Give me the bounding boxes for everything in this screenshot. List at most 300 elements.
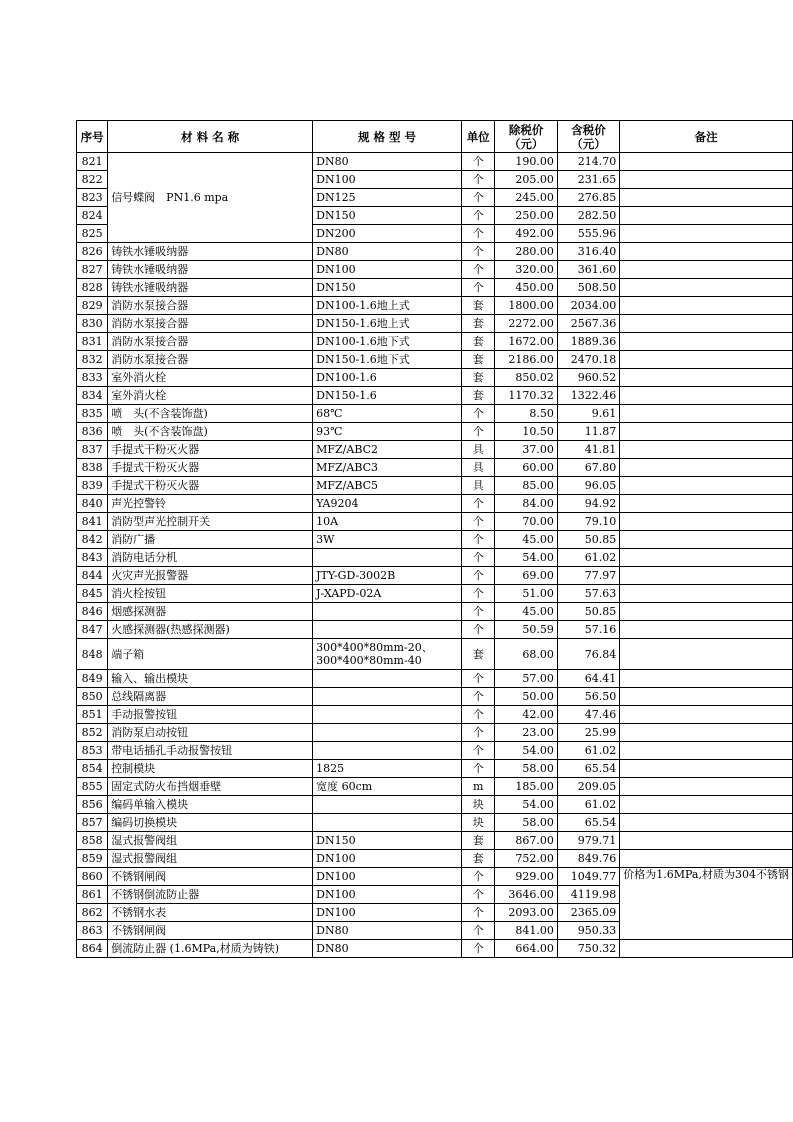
header-no: 序号: [77, 121, 108, 153]
note: [620, 742, 793, 760]
price-incl-tax: 61.02: [557, 549, 619, 567]
note: [620, 495, 793, 513]
spec-model: DN100: [313, 850, 462, 868]
row-number: 829: [77, 297, 108, 315]
row-number: 858: [77, 832, 108, 850]
unit: 个: [461, 261, 495, 279]
unit: 个: [461, 940, 495, 958]
spec-model: [313, 814, 462, 832]
material-name: 不锈钢水表: [108, 904, 313, 922]
spec-model: DN150: [313, 279, 462, 297]
row-number: 851: [77, 706, 108, 724]
note: [620, 621, 793, 639]
price-incl-tax: 61.02: [557, 796, 619, 814]
table-row: [77, 585, 793, 603]
material-name: 不锈钢闸阀: [108, 868, 313, 886]
table-row: [77, 333, 793, 351]
table-row: [77, 688, 793, 706]
table-row: [77, 742, 793, 760]
spec-model: 10A: [313, 513, 462, 531]
unit: 套: [461, 369, 495, 387]
note-merged: 价格为1.6MPa,材质为304不锈钢: [620, 868, 793, 940]
price-excl-tax: 2272.00: [495, 315, 557, 333]
price-excl-tax: 664.00: [495, 940, 557, 958]
note: [620, 315, 793, 333]
note: [620, 760, 793, 778]
row-number: 841: [77, 513, 108, 531]
row-number: 822: [77, 171, 108, 189]
row-number: 847: [77, 621, 108, 639]
spec-model: DN150: [313, 207, 462, 225]
row-number: 835: [77, 405, 108, 423]
table-row: [77, 760, 793, 778]
note: [620, 850, 793, 868]
row-number: 860: [77, 868, 108, 886]
material-name: 不锈钢闸阀: [108, 922, 313, 940]
unit: 个: [461, 189, 495, 207]
spec-model: 3W: [313, 531, 462, 549]
table-row: [77, 459, 793, 477]
spec-model: DN80: [313, 922, 462, 940]
row-number: 861: [77, 886, 108, 904]
spec-model: [313, 639, 462, 670]
material-name: 消防水泵接合器: [108, 351, 313, 369]
price-incl-tax: 276.85: [557, 189, 619, 207]
note: [620, 171, 793, 189]
spec-model: MFZ/ABC2: [313, 441, 462, 459]
material-name: 室外消火栓: [108, 387, 313, 405]
price-excl-tax: 54.00: [495, 742, 557, 760]
table-row: [77, 639, 793, 670]
note: [620, 207, 793, 225]
spec-model: DN80: [313, 243, 462, 261]
spec-line-2: 300*400*80mm-40: [316, 654, 422, 667]
unit: 套: [461, 315, 495, 333]
note: [620, 189, 793, 207]
note: [620, 549, 793, 567]
unit: 套: [461, 639, 495, 670]
price-incl-tax: 209.05: [557, 778, 619, 796]
material-name: 手动报警按钮: [108, 706, 313, 724]
spec-model: DN150-1.6地下式: [313, 351, 462, 369]
spec-model: YA9204: [313, 495, 462, 513]
spec-line-1: 300*400*80mm-20、: [316, 641, 433, 654]
note: [620, 333, 793, 351]
price-excl-tax: 45.00: [495, 531, 557, 549]
unit: 套: [461, 850, 495, 868]
price-excl-tax: 1170.32: [495, 387, 557, 405]
row-number: 826: [77, 243, 108, 261]
unit: 个: [461, 225, 495, 243]
row-number: 832: [77, 351, 108, 369]
unit: 个: [461, 531, 495, 549]
table-row: [77, 477, 793, 495]
price-incl-tax: 64.41: [557, 670, 619, 688]
spec-model: DN80: [313, 153, 462, 171]
spec-model: [313, 724, 462, 742]
table-row: [77, 796, 793, 814]
price-incl-tax: 65.54: [557, 760, 619, 778]
header-spec: 规 格 型 号: [313, 121, 462, 153]
note: [620, 243, 793, 261]
price-excl-tax: 752.00: [495, 850, 557, 868]
material-name: 带电话插孔手动报警按钮: [108, 742, 313, 760]
price-excl-tax: 50.59: [495, 621, 557, 639]
spec-model: [313, 706, 462, 724]
material-name: 声光控警铃: [108, 495, 313, 513]
spec-model: DN100: [313, 261, 462, 279]
price-incl-tax: 750.32: [557, 940, 619, 958]
price-excl-tax: 450.00: [495, 279, 557, 297]
unit: 套: [461, 333, 495, 351]
note: [620, 405, 793, 423]
price-incl-tax: 96.05: [557, 477, 619, 495]
price-incl-tax: 50.85: [557, 531, 619, 549]
material-name: 消防水泵接合器: [108, 333, 313, 351]
table-row: [77, 441, 793, 459]
note: [620, 351, 793, 369]
row-number: 844: [77, 567, 108, 585]
price-excl-tax: 23.00: [495, 724, 557, 742]
table-row: [77, 315, 793, 333]
table-row: [77, 778, 793, 796]
price-excl-tax: 10.50: [495, 423, 557, 441]
unit: 个: [461, 706, 495, 724]
unit: 块: [461, 814, 495, 832]
material-name: 信号蝶阀 PN1.6 mpa: [108, 153, 313, 243]
unit: 个: [461, 585, 495, 603]
spec-model: DN100: [313, 868, 462, 886]
price-excl-tax: 190.00: [495, 153, 557, 171]
price-excl-tax: 8.50: [495, 405, 557, 423]
table-row: [77, 279, 793, 297]
price-incl-tax: 1049.77: [557, 868, 619, 886]
price-excl-tax: 841.00: [495, 922, 557, 940]
price-incl-tax: 316.40: [557, 243, 619, 261]
price-excl-tax: 205.00: [495, 171, 557, 189]
price-incl-tax: 56.50: [557, 688, 619, 706]
unit: 个: [461, 603, 495, 621]
header-name: 材 料 名 称: [108, 121, 313, 153]
row-number: 850: [77, 688, 108, 706]
note: [620, 639, 793, 670]
material-name: 火感探测器(热感探测器): [108, 621, 313, 639]
unit: 个: [461, 567, 495, 585]
table-row: [77, 549, 793, 567]
unit: 个: [461, 886, 495, 904]
note: [620, 459, 793, 477]
price-excl-tax: 929.00: [495, 868, 557, 886]
price-incl-tax: 849.76: [557, 850, 619, 868]
price-excl-tax: 84.00: [495, 495, 557, 513]
price-incl-tax: 1322.46: [557, 387, 619, 405]
price-excl-tax: 69.00: [495, 567, 557, 585]
unit: 个: [461, 207, 495, 225]
price-incl-tax: 555.96: [557, 225, 619, 243]
spec-model: 1825: [313, 760, 462, 778]
price-incl-tax: 67.80: [557, 459, 619, 477]
price-incl-tax: 950.33: [557, 922, 619, 940]
table-row: [77, 832, 793, 850]
price-excl-tax: 867.00: [495, 832, 557, 850]
unit: 具: [461, 477, 495, 495]
note: [620, 706, 793, 724]
row-number: 827: [77, 261, 108, 279]
price-excl-tax: 58.00: [495, 760, 557, 778]
material-name: 控制模块: [108, 760, 313, 778]
price-excl-tax: 2093.00: [495, 904, 557, 922]
spec-model: [313, 688, 462, 706]
spec-model: [313, 742, 462, 760]
material-name: 火灾声光报警器: [108, 567, 313, 585]
table-row: [77, 940, 793, 958]
price-excl-tax: 280.00: [495, 243, 557, 261]
price-incl-tax: 25.99: [557, 724, 619, 742]
price-excl-tax: 85.00: [495, 477, 557, 495]
material-name: 手提式干粉灭火器: [108, 441, 313, 459]
row-number: 846: [77, 603, 108, 621]
note: [620, 441, 793, 459]
unit: 个: [461, 495, 495, 513]
unit: 套: [461, 351, 495, 369]
price-incl-tax: 214.70: [557, 153, 619, 171]
price-incl-tax: 2034.00: [557, 297, 619, 315]
unit: 个: [461, 904, 495, 922]
price-incl-tax: 47.46: [557, 706, 619, 724]
unit: 个: [461, 742, 495, 760]
row-number: 852: [77, 724, 108, 742]
row-number: 853: [77, 742, 108, 760]
table-row: [77, 706, 793, 724]
material-name: 输入、输出模块: [108, 670, 313, 688]
material-name: 室外消火栓: [108, 369, 313, 387]
spec-model: 68℃: [313, 405, 462, 423]
price-incl-tax: 2365.09: [557, 904, 619, 922]
note: [620, 670, 793, 688]
price-excl-tax: 54.00: [495, 796, 557, 814]
note: [620, 387, 793, 405]
price-incl-tax: 4119.98: [557, 886, 619, 904]
row-number: 842: [77, 531, 108, 549]
spec-model: DN150-1.6地上式: [313, 315, 462, 333]
material-name: 消防广播: [108, 531, 313, 549]
table-row: [77, 567, 793, 585]
note: [620, 796, 793, 814]
spec-model: [313, 670, 462, 688]
unit: 个: [461, 405, 495, 423]
material-name: 喷 头(不含装饰盘): [108, 405, 313, 423]
price-excl-tax: 70.00: [495, 513, 557, 531]
price-excl-tax: 68.00: [495, 639, 557, 670]
table-row: [77, 531, 793, 549]
price-excl-tax: 57.00: [495, 670, 557, 688]
unit: 个: [461, 513, 495, 531]
price-excl-tax: 250.00: [495, 207, 557, 225]
material-name: 消火栓按钮: [108, 585, 313, 603]
spec-model: DN100-1.6地上式: [313, 297, 462, 315]
table-row: [77, 423, 793, 441]
row-number: 823: [77, 189, 108, 207]
price-incl-tax: 79.10: [557, 513, 619, 531]
price-excl-tax: 1800.00: [495, 297, 557, 315]
price-excl-tax: 58.00: [495, 814, 557, 832]
spec-model: DN150-1.6: [313, 387, 462, 405]
row-number: 830: [77, 315, 108, 333]
row-number: 833: [77, 369, 108, 387]
price-excl-tax: 2186.00: [495, 351, 557, 369]
spec-model: DN100: [313, 904, 462, 922]
spec-model: [313, 549, 462, 567]
price-incl-tax: 979.71: [557, 832, 619, 850]
price-excl-tax: 1672.00: [495, 333, 557, 351]
table-body: [77, 153, 793, 958]
unit: 个: [461, 171, 495, 189]
unit: 套: [461, 832, 495, 850]
spec-model: MFZ/ABC5: [313, 477, 462, 495]
note: [620, 279, 793, 297]
unit: 具: [461, 441, 495, 459]
row-number: 843: [77, 549, 108, 567]
spec-model: DN100-1.6地下式: [313, 333, 462, 351]
note: [620, 688, 793, 706]
note: [620, 513, 793, 531]
note: [620, 423, 793, 441]
header-price-in: 含税价 （元）: [557, 121, 619, 153]
material-name: 铸铁水锤吸纳器: [108, 261, 313, 279]
price-incl-tax: 76.84: [557, 639, 619, 670]
table-row: [77, 387, 793, 405]
row-number: 831: [77, 333, 108, 351]
unit: 套: [461, 297, 495, 315]
material-name: 编码切换模块: [108, 814, 313, 832]
price-incl-tax: 960.52: [557, 369, 619, 387]
material-name: 倒流防止器 (1.6MPa,材质为铸铁): [108, 940, 313, 958]
row-number: 863: [77, 922, 108, 940]
price-incl-tax: 50.85: [557, 603, 619, 621]
spec-model: MFZ/ABC3: [313, 459, 462, 477]
material-name: 不锈钢倒流防止器: [108, 886, 313, 904]
material-name: 固定式防火布挡烟垂壁: [108, 778, 313, 796]
material-name: 铸铁水锤吸纳器: [108, 243, 313, 261]
spec-model: 宽度 60cm: [313, 778, 462, 796]
price-incl-tax: 1889.36: [557, 333, 619, 351]
unit: 个: [461, 922, 495, 940]
header-unit: 单位: [461, 121, 495, 153]
unit: 个: [461, 153, 495, 171]
row-number: 845: [77, 585, 108, 603]
table-row: [77, 351, 793, 369]
note: [620, 297, 793, 315]
row-number: 859: [77, 850, 108, 868]
note: [620, 531, 793, 549]
price-incl-tax: 57.16: [557, 621, 619, 639]
row-number: 864: [77, 940, 108, 958]
price-excl-tax: 185.00: [495, 778, 557, 796]
header-price-ex: 除税价 （元）: [495, 121, 557, 153]
table-row: [77, 153, 793, 171]
price-incl-tax: 9.61: [557, 405, 619, 423]
header-row: [77, 121, 793, 153]
note: [620, 585, 793, 603]
spec-model: DN100: [313, 886, 462, 904]
spec-model: DN100-1.6: [313, 369, 462, 387]
unit: 个: [461, 621, 495, 639]
unit: 个: [461, 279, 495, 297]
price-incl-tax: 231.65: [557, 171, 619, 189]
material-name: 端子箱: [108, 639, 313, 670]
row-number: 849: [77, 670, 108, 688]
material-name: 湿式报警阀组: [108, 850, 313, 868]
row-number: 838: [77, 459, 108, 477]
row-number: 828: [77, 279, 108, 297]
unit: m: [461, 778, 495, 796]
row-number: 862: [77, 904, 108, 922]
spec-model: DN100: [313, 171, 462, 189]
note: [620, 369, 793, 387]
price-incl-tax: 41.81: [557, 441, 619, 459]
price-excl-tax: 42.00: [495, 706, 557, 724]
unit: 个: [461, 760, 495, 778]
table-row: [77, 603, 793, 621]
spec-model: DN80: [313, 940, 462, 958]
note: [620, 261, 793, 279]
price-incl-tax: 11.87: [557, 423, 619, 441]
row-number: 857: [77, 814, 108, 832]
table-row: [77, 369, 793, 387]
unit: 个: [461, 670, 495, 688]
table-row: [77, 405, 793, 423]
row-number: 825: [77, 225, 108, 243]
row-number: 854: [77, 760, 108, 778]
table-row: [77, 243, 793, 261]
note: [620, 477, 793, 495]
spec-model: DN150: [313, 832, 462, 850]
price-excl-tax: 45.00: [495, 603, 557, 621]
note: [620, 814, 793, 832]
table-row: [77, 724, 793, 742]
table-row: [77, 297, 793, 315]
price-excl-tax: 245.00: [495, 189, 557, 207]
material-name: 消防泵启动按钮: [108, 724, 313, 742]
spec-model: [313, 796, 462, 814]
price-excl-tax: 850.02: [495, 369, 557, 387]
row-number: 821: [77, 153, 108, 171]
table-row: [77, 814, 793, 832]
note: [620, 225, 793, 243]
price-table: [76, 120, 793, 958]
material-name: 喷 头(不含装饰盘): [108, 423, 313, 441]
unit: 个: [461, 423, 495, 441]
row-number: 839: [77, 477, 108, 495]
material-name: 编码单输入模块: [108, 796, 313, 814]
note: [620, 153, 793, 171]
row-number: 837: [77, 441, 108, 459]
table-row: [77, 868, 793, 886]
spec-model: JTY-GD-3002B: [313, 567, 462, 585]
row-number: 824: [77, 207, 108, 225]
table-row: [77, 621, 793, 639]
price-incl-tax: 61.02: [557, 742, 619, 760]
note: [620, 778, 793, 796]
price-incl-tax: 77.97: [557, 567, 619, 585]
unit: 块: [461, 796, 495, 814]
price-excl-tax: 54.00: [495, 549, 557, 567]
price-excl-tax: 51.00: [495, 585, 557, 603]
material-name: 手提式干粉灭火器: [108, 477, 313, 495]
price-incl-tax: 508.50: [557, 279, 619, 297]
price-incl-tax: 282.50: [557, 207, 619, 225]
table-row: [77, 513, 793, 531]
